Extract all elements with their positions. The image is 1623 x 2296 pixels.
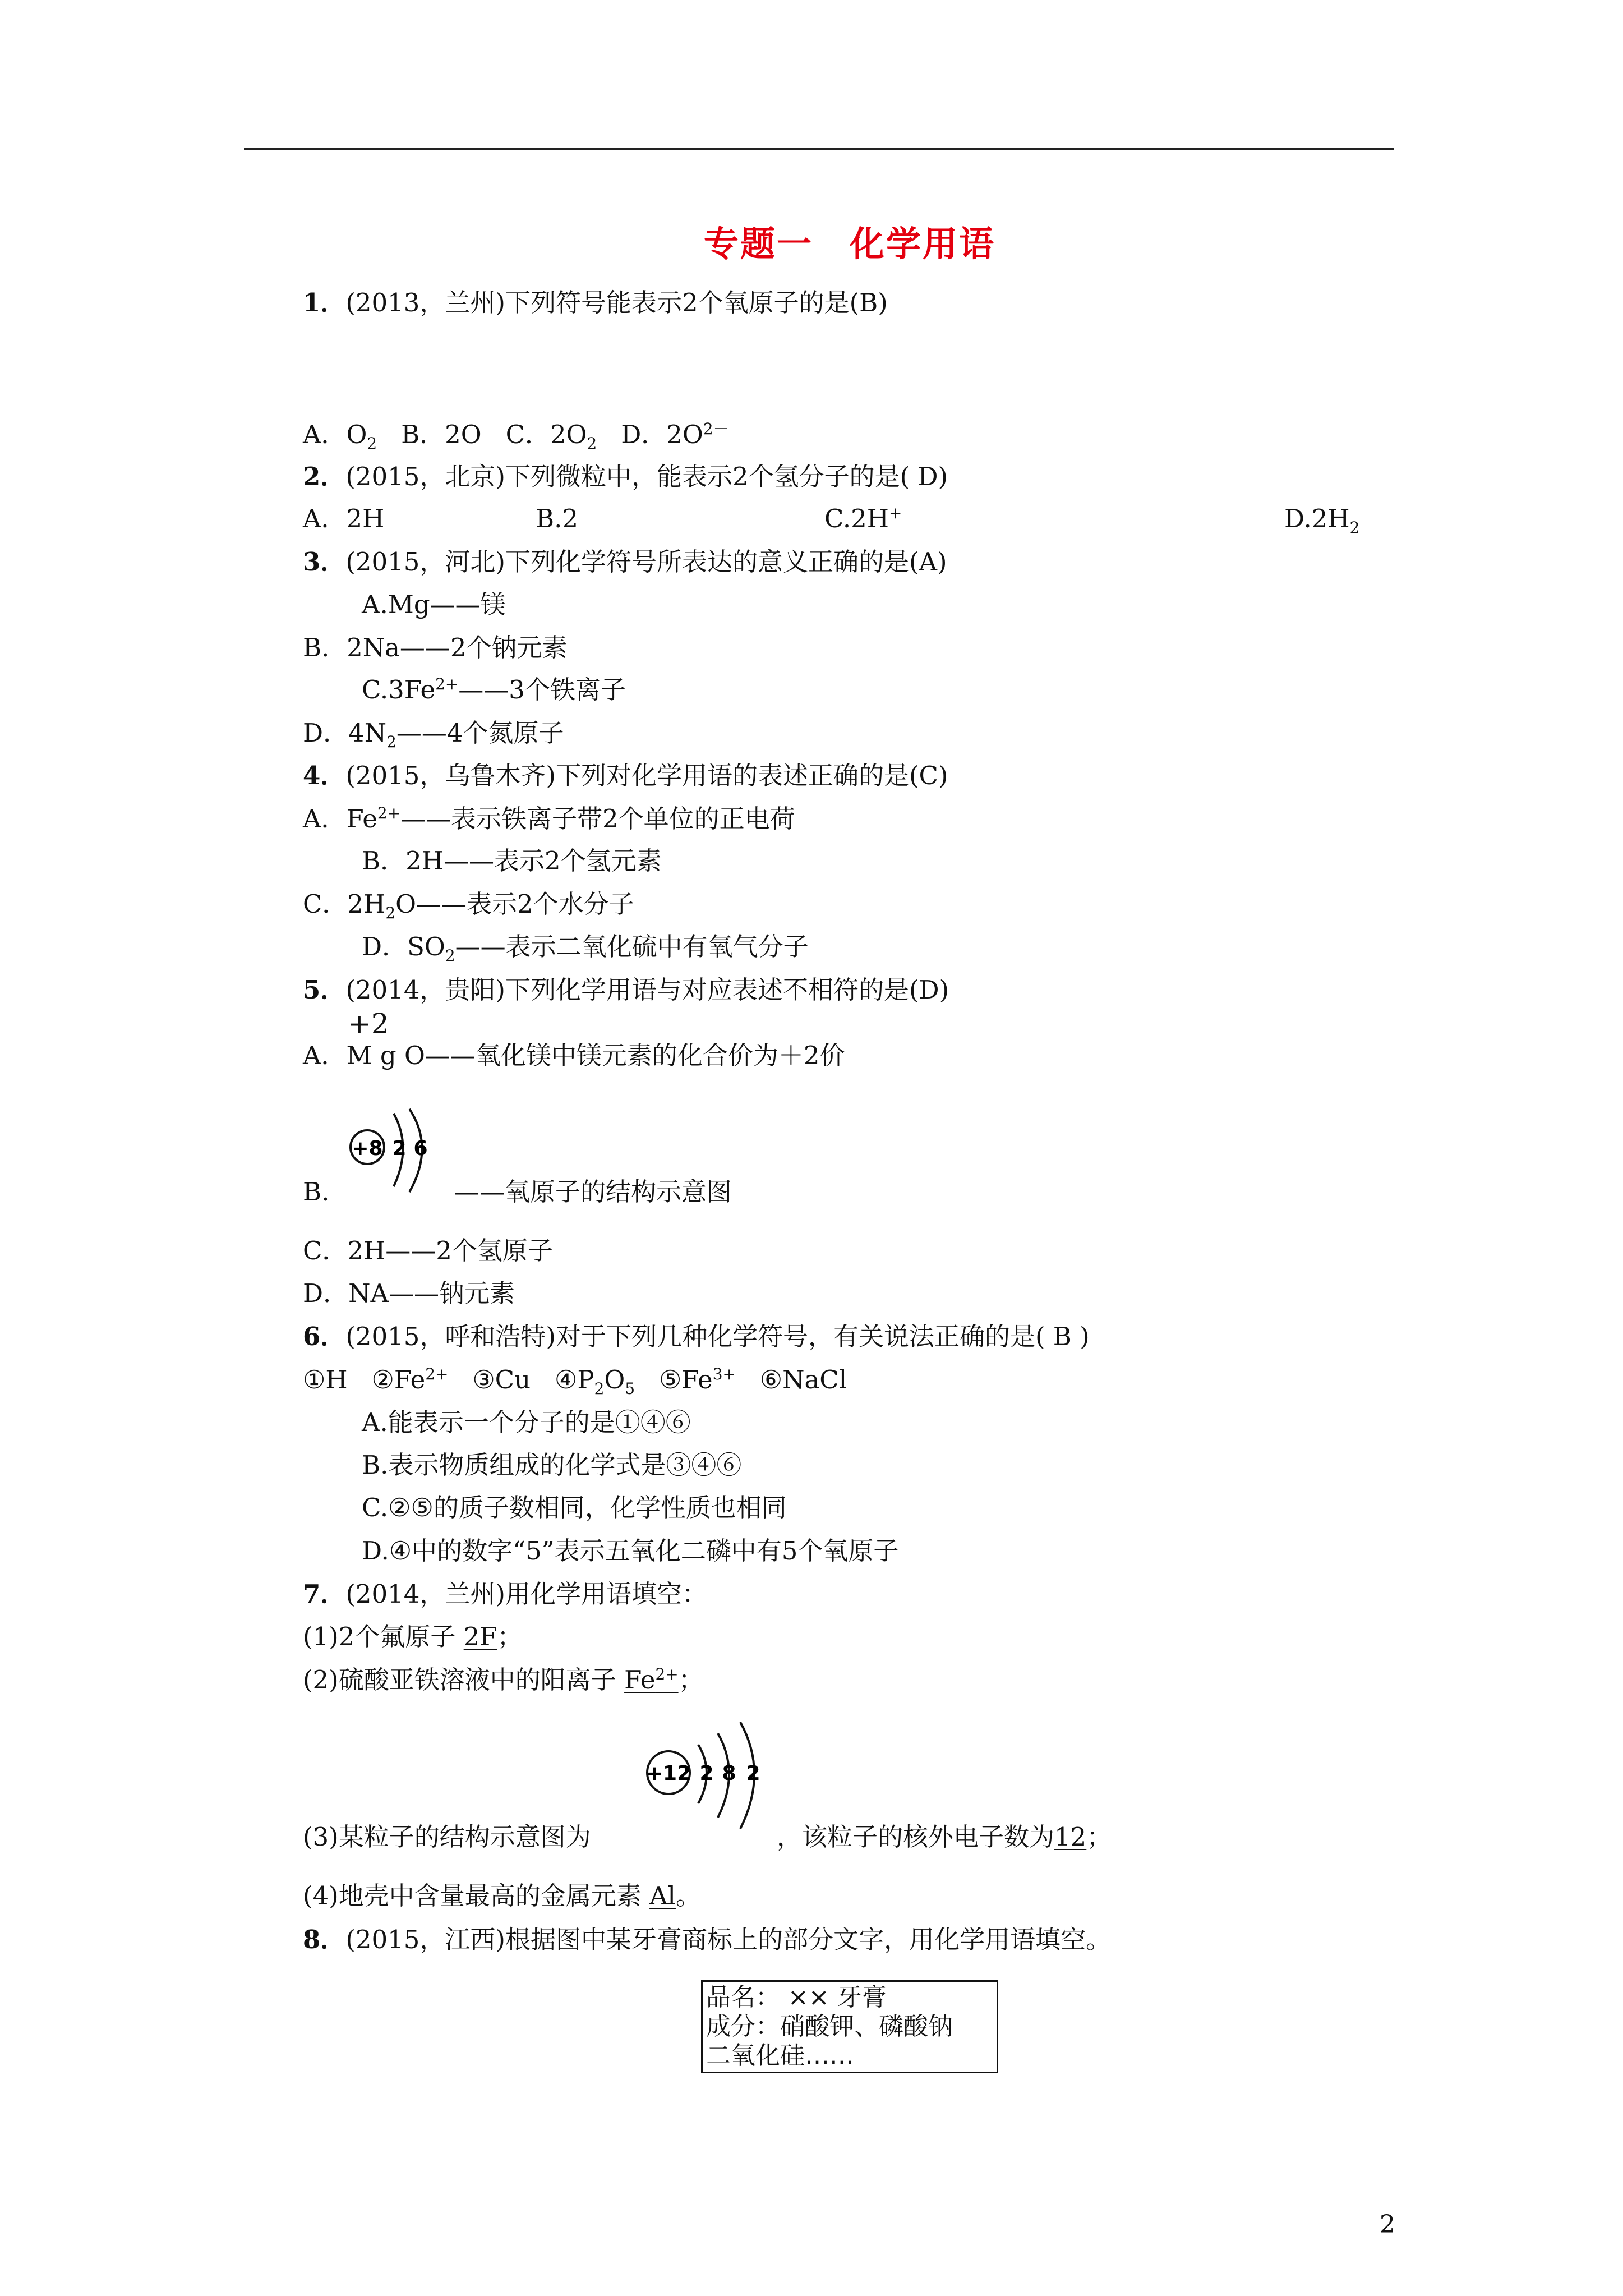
page-title: 专题一 化学用语 — [704, 223, 996, 264]
question-7-part-4: (4)地壳中含量最高的金属元素 Al。 — [303, 1881, 701, 1911]
question-2-option-d: $D.2H_2$ — [1284, 504, 1360, 537]
valence-mark: +2 — [348, 1007, 389, 1040]
label-line-ingredients: 成分：硝酸钾、磷酸钠 — [706, 2012, 953, 2041]
oxygen-atom-diagram — [342, 1108, 443, 1203]
answer-3: 12 — [1054, 1822, 1087, 1852]
question-6-symbols: ①H $②Fe^{2+}$ ③Cu $④P_2O_5$ $⑤Fe^{3+}$ ⑥NaCl — [303, 1365, 847, 1398]
question-4-stem: 4．(2015，乌鲁木齐)下列对化学用语的表述正确的是(C) — [303, 761, 948, 790]
magnesium-nucleus-label: +12 — [645, 1762, 691, 1785]
question-5-option-b-label: B. — [303, 1177, 330, 1207]
answer-4: Al — [649, 1881, 676, 1911]
question-6-option-d: D.④中的数字“5”表示五氧化二磷中有5个氧原子 — [362, 1536, 899, 1566]
magnesium-shell-3-electrons: 2 — [746, 1762, 760, 1785]
magnesium-atom-diagram — [645, 1714, 774, 1837]
question-2-option-a: A．2H — [303, 504, 385, 533]
question-5-option-b-text: ——氧原子的结构示意图 — [454, 1177, 732, 1207]
magnesium-shell-2-electrons: 8 — [722, 1762, 736, 1785]
question-8-stem: 8．(2015，江西)根据图中某牙膏商标上的部分文字，用化学用语填空。 — [303, 1925, 1111, 1954]
question-6-option-b: B.表示物质组成的化学式是③④⑥ — [362, 1450, 742, 1480]
question-3-option-c: $C.3Fe^{2+}——3$个铁离子 — [362, 675, 626, 705]
question-1-stem: 1．(2013，兰州)下列符号能表示2个氧原子的是(B) — [303, 288, 888, 318]
question-6-stem: 6．(2015，呼和浩特)对于下列几种化学符号，有关说法正确的是( B ) — [303, 1322, 1090, 1351]
question-1-options: A．$O_2$ B．2O C．$2O_2$ D．$2O^{2-}$ — [303, 420, 729, 453]
question-4-option-d: D．$SO_2——$表示二氧化硫中有氧气分子 — [362, 932, 809, 965]
oxygen-nucleus-label: +8 — [352, 1137, 383, 1160]
question-3-option-b: B．2Na——2个钠元素 — [303, 633, 568, 662]
question-6-option-c: C.②⑤的质子数相同，化学性质也相同 — [362, 1493, 787, 1522]
oxygen-shell-2-electrons: 6 — [413, 1137, 428, 1160]
question-2-option-b: B.2 — [536, 504, 579, 533]
question-3-option-d: D．$4N_2——4$个氮原子 — [303, 718, 564, 751]
oxygen-shell-1-electrons: 2 — [392, 1137, 407, 1160]
toothpaste-label-box — [701, 1980, 998, 2073]
answer-1: 2F — [463, 1622, 497, 1651]
question-4-option-b: B．2H——表示2个氢元素 — [362, 846, 662, 876]
question-2-option-c: C.2H+ — [824, 504, 902, 533]
question-7-part-3-label: (3)某粒子的结构示意图为 — [303, 1822, 591, 1852]
page-number: 2 — [1380, 2210, 1395, 2239]
question-7-stem: 7．(2014，兰州)用化学用语填空： — [303, 1579, 707, 1609]
question-3-option-a: A.Mg——镁 — [362, 590, 506, 619]
question-3-stem: 3．(2015，河北)下列化学符号所表达的意义正确的是(A) — [303, 547, 947, 577]
question-5-option-a: A．M g O——氧化镁中镁元素的化合价为＋2价 — [303, 1041, 845, 1070]
answer-2: $Fe^{2+}$ — [624, 1665, 679, 1695]
question-6-option-a: A.能表示一个分子的是①④⑥ — [362, 1407, 691, 1437]
label-line-ingredients-cont: 二氧化硅…… — [706, 2041, 854, 2070]
question-5-option-d: D．NA——钠元素 — [303, 1278, 515, 1308]
question-7-part-2: (2)硫酸亚铁溶液中的阳离子 $Fe^{2+}$； — [303, 1665, 704, 1695]
label-line-product-name: 品名： ×× 牙膏 — [706, 1983, 887, 2012]
magnesium-shell-1-electrons: 2 — [699, 1762, 714, 1785]
question-5-stem: 5．(2014，贵阳)下列化学用语与对应表述不相符的是(D) — [303, 975, 949, 1005]
question-4-option-a: A．$Fe^{2+}——$表示铁离子带2个单位的正电荷 — [303, 804, 795, 834]
question-7-part-1: (1)2个氟原子 2F； — [303, 1622, 523, 1651]
question-5-option-c: C．2H——2个氢原子 — [303, 1236, 553, 1266]
question-7-part-3-text: ，该粒子的核外电子数为12； — [777, 1822, 1112, 1852]
header-rule — [244, 148, 1394, 150]
question-2-stem: 2．(2015，北京)下列微粒中，能表示2个氢分子的是( D) — [303, 462, 948, 491]
question-4-option-c: C．$2H_2O——$表示2个水分子 — [303, 889, 634, 922]
